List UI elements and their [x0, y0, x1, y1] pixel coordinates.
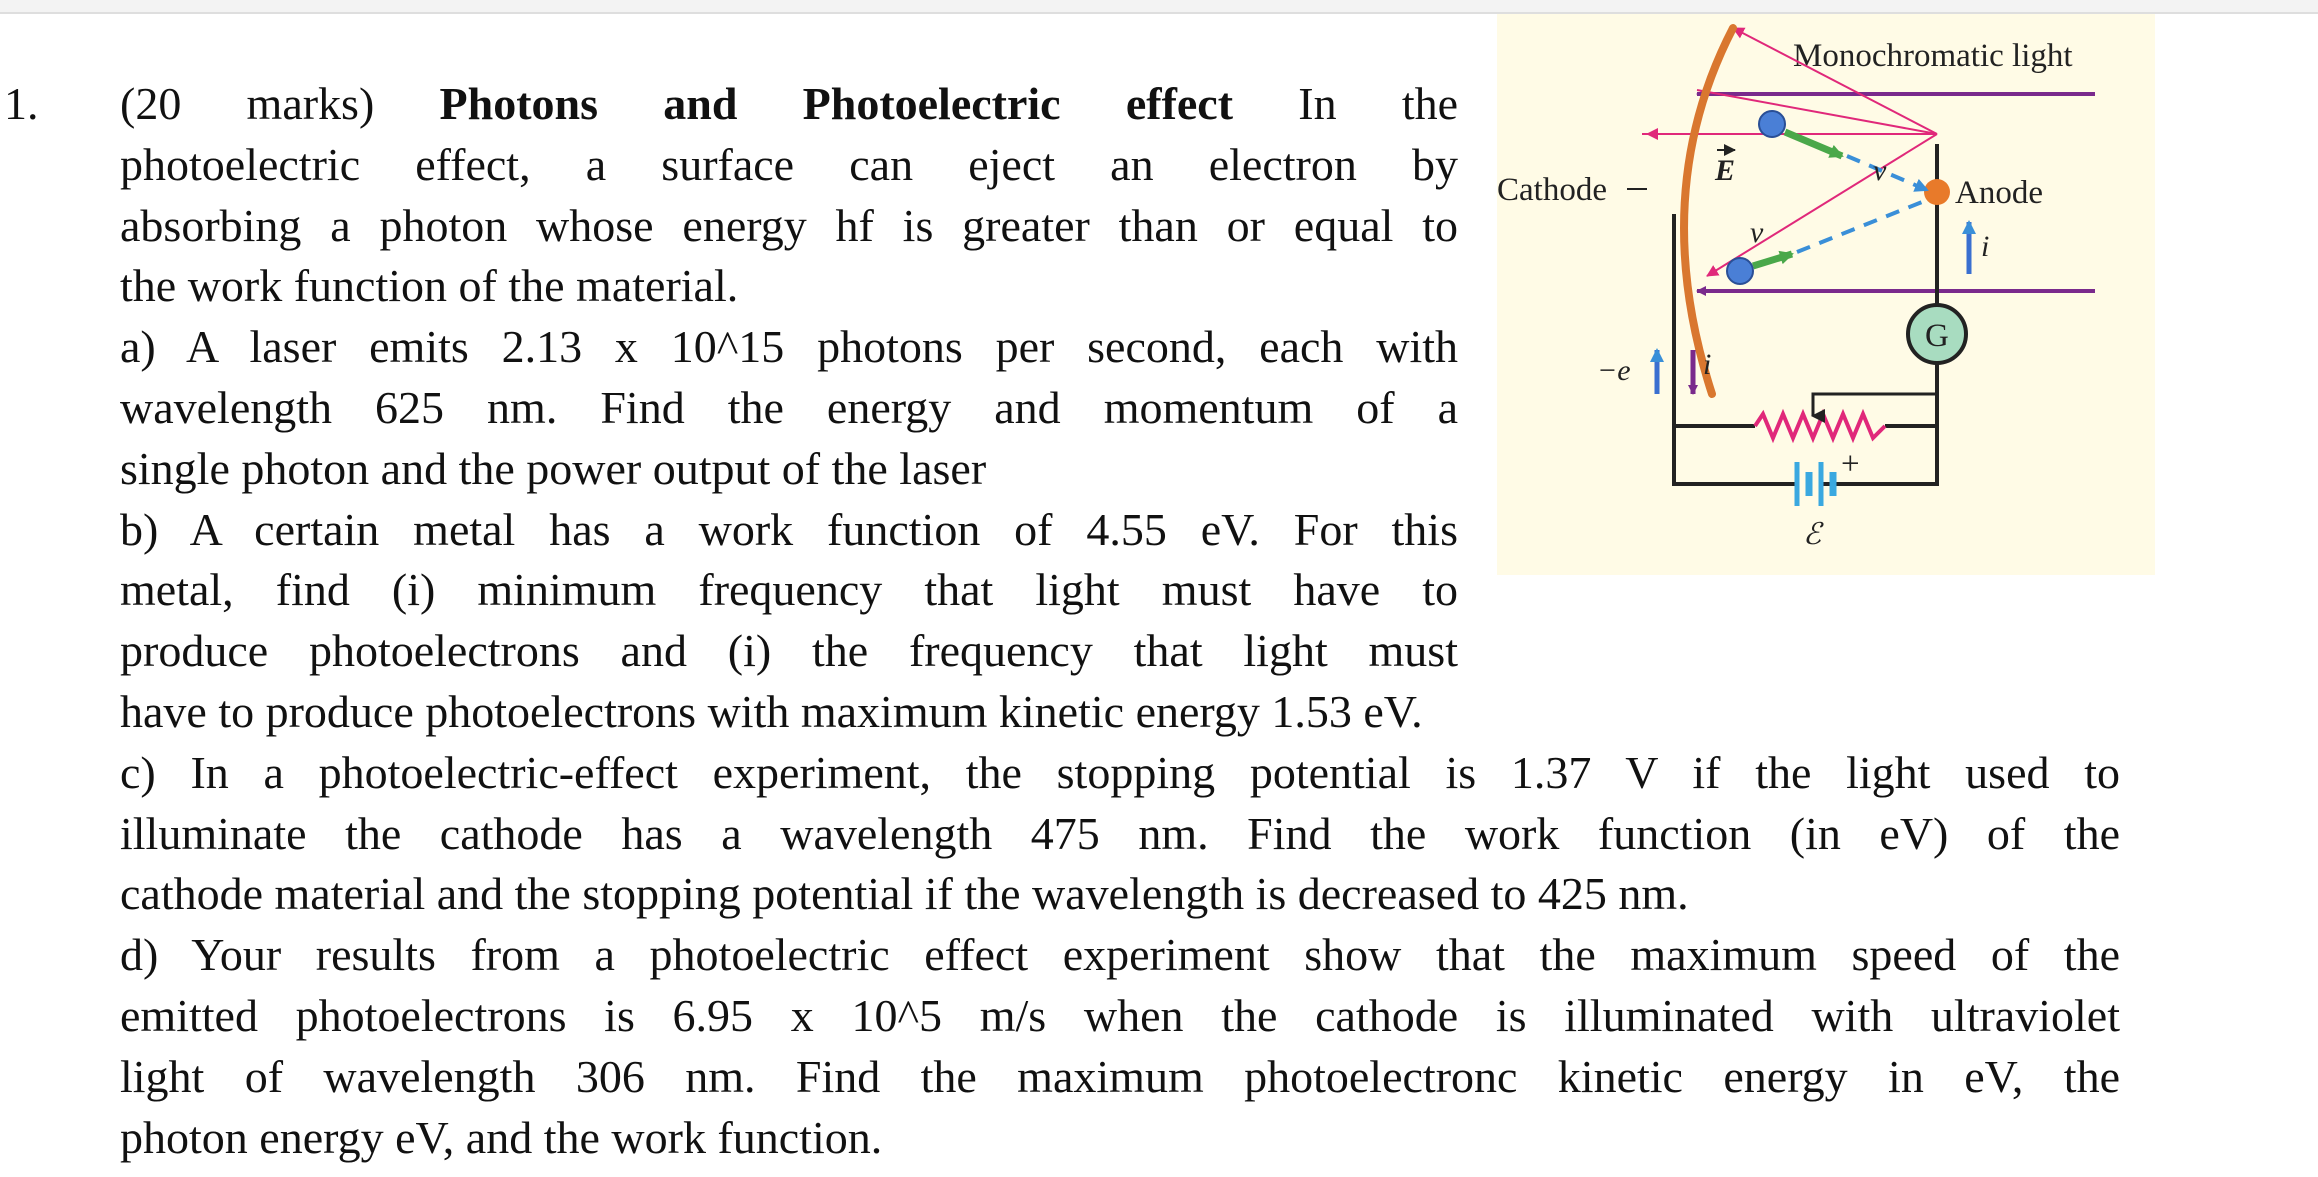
intro-line: the work function of the material.	[120, 260, 739, 312]
part-a-line: wavelength 625 nm. Find the energy and momentum of a	[120, 382, 1458, 433]
diagram-svg	[1497, 14, 2155, 575]
top-toolbar-edge	[0, 0, 2318, 14]
cathode-label: Cathode	[1497, 172, 1607, 208]
photoelectric-diagram	[1497, 14, 2155, 575]
part-a-line: a) A laser emits 2.13 x 10^15 photons per second, each with	[120, 321, 1458, 373]
variable-resistor	[1755, 414, 1885, 438]
part-d-line: photon energy eV, and the work function.	[120, 1111, 883, 1163]
part-b-line: metal, find (i) minimum frequency that light must have to	[120, 564, 1458, 616]
electron-top	[1759, 111, 1785, 137]
electron-path-top	[1847, 156, 1927, 190]
electron-bottom	[1727, 258, 1753, 284]
current-label-cathode: i	[1703, 348, 1712, 381]
cathode-plate	[1684, 28, 1736, 394]
marks-label: (20 marks)	[120, 78, 375, 129]
question-intro-line-1	[120, 74, 1458, 135]
velocity-label-top: v	[1873, 154, 1887, 187]
intro-line: photoelectric effect, a surface can eject an electron by	[120, 138, 1458, 190]
galvanometer-label: G	[1925, 318, 1949, 354]
velocity-arrow-top	[1785, 132, 1842, 156]
part-d-line: emitted photoelectrons is 6.95 x 10^5 m/s when the cathode is illuminated with ultraviolet	[120, 990, 2120, 1041]
monochromatic-light-label: Monochromatic light	[1793, 38, 2073, 74]
intro-tail: In the	[1298, 78, 1459, 129]
incident-ray-top	[1697, 90, 1937, 134]
emf-label: ℰ	[1803, 518, 1822, 551]
part-b-line: produce photoelectrons and (i) the frequency that light must	[120, 625, 1458, 677]
part-c-line: c) In a photoelectric-effect experiment, the stopping potential is 1.37 V if the light used to	[120, 746, 2120, 798]
question-number: 1.	[4, 78, 39, 129]
anode-label: Anode	[1955, 175, 2043, 211]
part-a-line: single photon and the power output of the laser	[120, 442, 987, 494]
resistor-slider	[1813, 394, 1937, 416]
question-title: Photons and Photoelectric effect	[439, 78, 1234, 129]
field-label: E	[1715, 154, 1736, 187]
part-d-line: d) Your results from a photoelectric effect experiment show that the maximum speed of the	[120, 929, 2120, 981]
velocity-arrow-bottom	[1753, 254, 1792, 266]
anode-dot	[1924, 179, 1950, 205]
reflected-ray-down	[1707, 134, 1937, 276]
electron-charge-label: −e	[1597, 354, 1631, 387]
part-b-line: b) A certain metal has a work function of 4.55 eV. For this	[120, 503, 1458, 555]
part-c-line: illuminate the cathode has a wavelength 475 nm. Find the work function (in eV) of the	[120, 807, 2120, 859]
current-label-anode: i	[1981, 230, 1990, 263]
part-b-line: have to produce photoelectrons with maximum kinetic energy 1.53 eV.	[120, 686, 1423, 737]
intro-line: absorbing a photon whose energy hf is greater than or equal to	[120, 199, 1458, 251]
part-d-line: light of wavelength 306 nm. Find the maximum photoelectronc kinetic energy in eV, the	[120, 1050, 2120, 1102]
battery-plus-label: +	[1841, 446, 1860, 482]
part-c-line: cathode material and the stopping potential if the wavelength is decreased to 425 nm.	[120, 868, 1689, 920]
velocity-label-bottom: v	[1750, 216, 1764, 249]
